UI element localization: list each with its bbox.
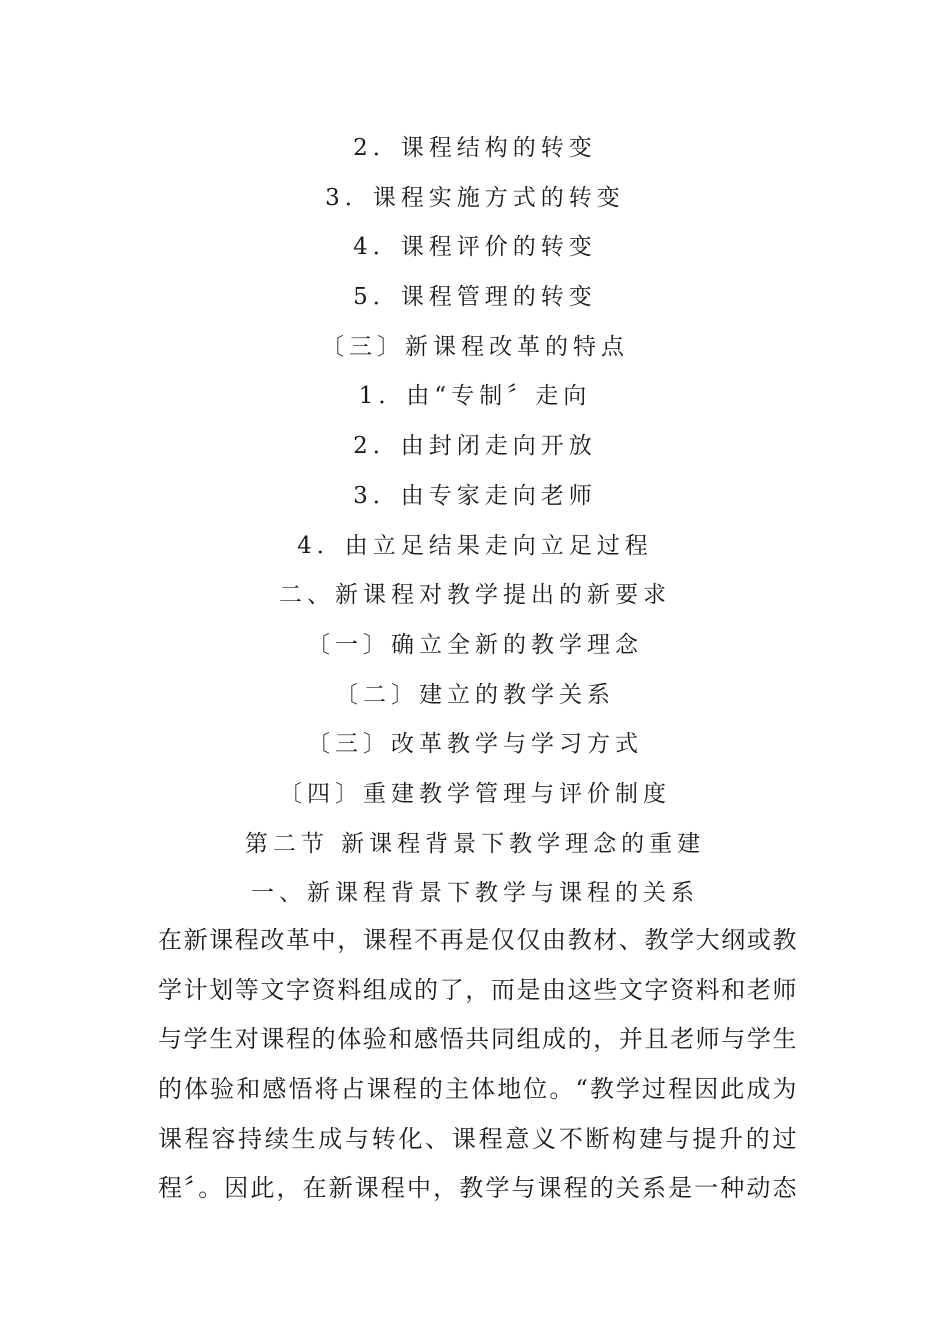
heading-section-two: 第二节 新课程背景下教学理念的重建	[244, 830, 706, 857]
heading-implementation-method: 3．课程实施方式的转变	[325, 184, 625, 211]
heading-management-evaluation: 〔四〕重建教学管理与评价制度	[279, 780, 671, 807]
heading-new-requirements: 二、新课程对教学提出的新要求	[279, 582, 671, 609]
heading-result-to-process: 4．由立足结果走向立足过程	[297, 532, 653, 559]
heading-new-teaching-concept: 〔一〕确立全新的教学理念	[307, 631, 643, 658]
paragraph-line: 学计划等文字资料组成的了，而是由这些文字资料和老师	[158, 975, 798, 1004]
heading-closed-to-open: 2．由封闭走向开放	[353, 433, 597, 460]
heading-list	[0, 128, 950, 923]
heading-reform-features: 〔三〕新课程改革的特点	[321, 333, 629, 360]
body-paragraph	[158, 920, 798, 1218]
paragraph-line: 课程容持续生成与转化、课程意义不断构建与提升的过	[158, 1124, 798, 1153]
heading-teaching-relationship: 〔二〕建立的教学关系	[335, 681, 615, 708]
heading-teaching-learning-methods: 〔三〕改革教学与学习方式	[307, 731, 643, 758]
heading-course-evaluation: 4．课程评价的转变	[353, 234, 597, 261]
heading-from-autocracy: 1．由“专制〞走向	[358, 383, 592, 410]
paragraph-line: 的体验和感悟将占课程的主体地位。“教学过程因此成为	[158, 1075, 798, 1104]
paragraph-line: 程〞。因此，在新课程中，教学与课程的关系是一种动态	[158, 1174, 798, 1203]
heading-course-management: 5．课程管理的转变	[353, 284, 597, 311]
paragraph-line: 在新课程改革中，课程不再是仅仅由教材、教学大纲或教	[158, 926, 798, 954]
heading-expert-to-teacher: 3．由专家走向老师	[353, 482, 597, 509]
paragraph-line: 与学生对课程的体验和感悟共同组成的，并且老师与学生	[158, 1025, 798, 1054]
heading-course-structure: 2．课程结构的转变	[353, 135, 597, 161]
heading-teaching-course-relation: 一、新课程背景下教学与课程的关系	[251, 880, 699, 907]
